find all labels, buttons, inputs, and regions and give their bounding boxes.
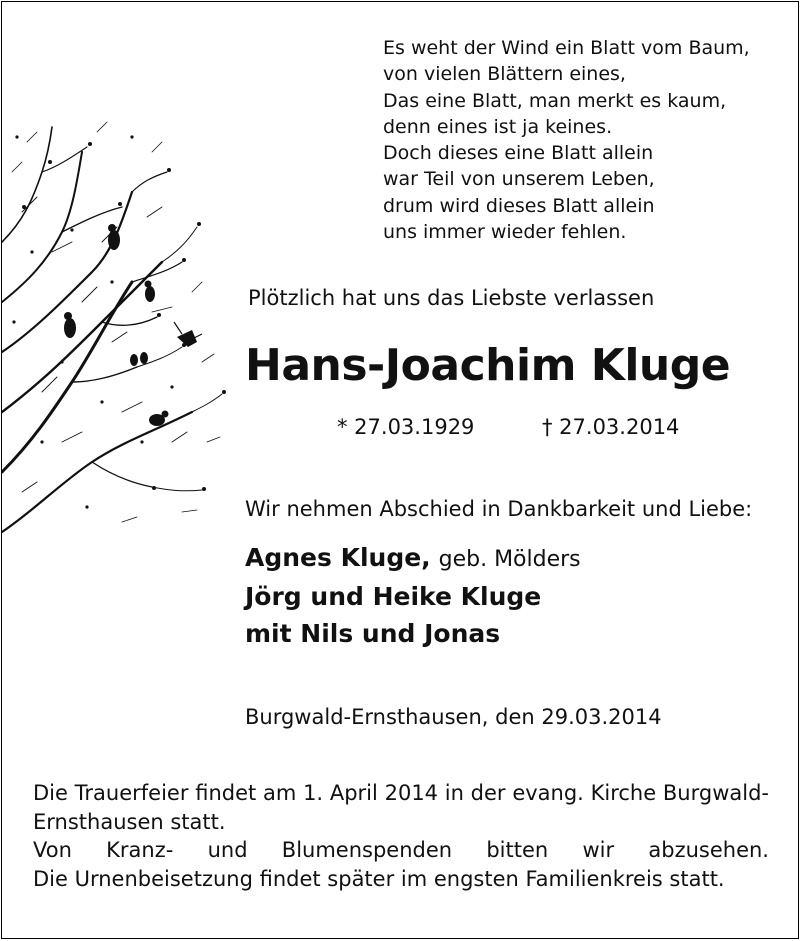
notice-line: Ernsthausen statt.: [33, 809, 226, 834]
mourner-name: Agnes Kluge,: [245, 543, 431, 572]
obituary-notice: [1, 1, 799, 939]
funeral-notice: [33, 779, 769, 893]
mourner-line: mit Nils und Jonas: [245, 619, 501, 648]
birth-date: * 27.03.1929: [337, 415, 475, 439]
poem-line: Das eine Blatt, man merkt es kaum,: [383, 89, 727, 112]
mourners-list: [245, 539, 581, 652]
poem-line: Doch dieses eine Blatt allein: [383, 142, 654, 165]
poem-line: war Teil von unserem Leben,: [383, 168, 655, 191]
death-date: † 27.03.2014: [542, 415, 680, 439]
notice-line: Die Urnenbeisetzung findet später im engsten Familienkreis statt.: [33, 866, 725, 891]
poem-line: Es weht der Wind ein Blatt vom Baum,: [383, 37, 750, 59]
deceased-name: Hans-Joachim Kluge: [245, 340, 731, 391]
mourner-line: Jörg und Heike Kluge: [245, 582, 542, 611]
mourner-line: [245, 539, 581, 578]
tree-with-birds-illustration: [2, 112, 232, 542]
maiden-name: geb. Mölders: [438, 547, 581, 572]
intro-text: Plötzlich hat uns das Liebste verlassen: [248, 286, 655, 310]
farewell-text: Wir nehmen Abschied in Dankbarkeit und Liebe:: [245, 497, 753, 521]
poem-line: drum wird dieses Blatt allein: [383, 194, 655, 217]
notice-line: Von Kranz- und Blumenspenden bitten wir abzusehen.: [33, 838, 769, 862]
poem-line: denn eines ist ja keines.: [383, 115, 613, 138]
place-and-date: Burgwald-Ernsthausen, den 29.03.2014: [245, 705, 662, 729]
notice-line: Die Trauerfeier findet am 1. April 2014 in der evang. Kirche Burgwald-: [33, 781, 769, 805]
poem: [383, 35, 750, 245]
poem-line: von vielen Blättern eines,: [383, 63, 626, 86]
poem-line: uns immer wieder fehlen.: [383, 221, 627, 244]
